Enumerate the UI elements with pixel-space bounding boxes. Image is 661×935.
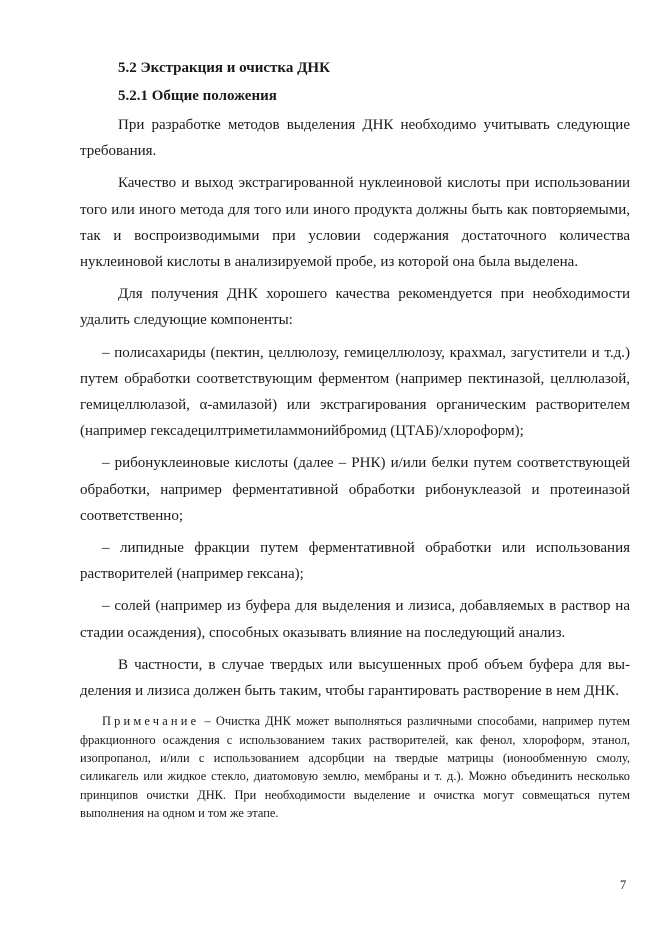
subsection-heading: 5.2.1 Общие положения [118, 88, 277, 104]
paragraph-buffer-volume: В частности, в случае твердых или высушенных проб объем буфера для выделения и лизиса должен быть таким, чтобы гарантировать растворение в нем ДНК. [80, 656, 630, 700]
page-number: 7 [620, 878, 627, 892]
list-item-lipids: – липидные фракции путем ферментативной обработки или использования растворителей (например гексана); [80, 540, 630, 583]
list-item-rna-proteins: – рибонуклеиновые кислоты (далее – РНК) и/или белки путем соответствующей обработки, например ферментативной обработки рибонуклеазой и протеиназой соответственно; [80, 455, 630, 524]
paragraph-quality: Качество и выход экстрагированной нуклеиновой кислоты при использовании того или иного метода для того или иного продукта должны быть как повторяемыми, так и воспроизводимыми при условии содержания достаточного количества нуклеиновой кислоты в анализируемой пробе, из которой она была выделена. [80, 175, 630, 271]
list-item-salts: – солей (например из буфера для выделения и лизиса, добавляемых в раствор на стадии осаждения), способных оказывать влияние на последующий анализ. [80, 598, 630, 641]
note-label: Примечание [102, 714, 200, 729]
note-block [80, 712, 630, 822]
paragraph-requirements: При разработке методов выделения ДНК необходимо учитывать следующие требования. [80, 117, 630, 160]
note-text: – Очистка ДНК может выполняться различными способами, например путем фракционного осаждения с использованием таких растворителей, как фенол, хлороформ, этанол, изопропанол, и/или с использованием адсорбции на твердые матрицы (ионообменную смолу, силикагель или жидкое стекло, диатомовую землю, мембраны и т. д.). Можно объединить несколько принципов очистки ДНК. При необходимости выделение и очистка могут совмещаться путем выполнения на одном и том же этапе. [80, 714, 630, 821]
document-page [80, 58, 630, 823]
list-item-polysaccharides: – полисахариды (пектин, целлюлозу, гемицеллюлозу, крахмал, загустители и т.д.) путем обработки соответствующим ферментом (например пектиназой, целлюлазой, гемицеллюлазой, α-амилазой) или экстрагирования органическим растворителем (например гексадецилтриметиламмонийбромид (ЦТАБ)/хлороформ); [80, 344, 630, 440]
paragraph-components: Для получения ДНК хорошего качества рекомендуется при необходимости удалить следующие компоненты: [80, 286, 630, 329]
section-heading: 5.2 Экстракция и очистка ДНК [118, 60, 330, 76]
